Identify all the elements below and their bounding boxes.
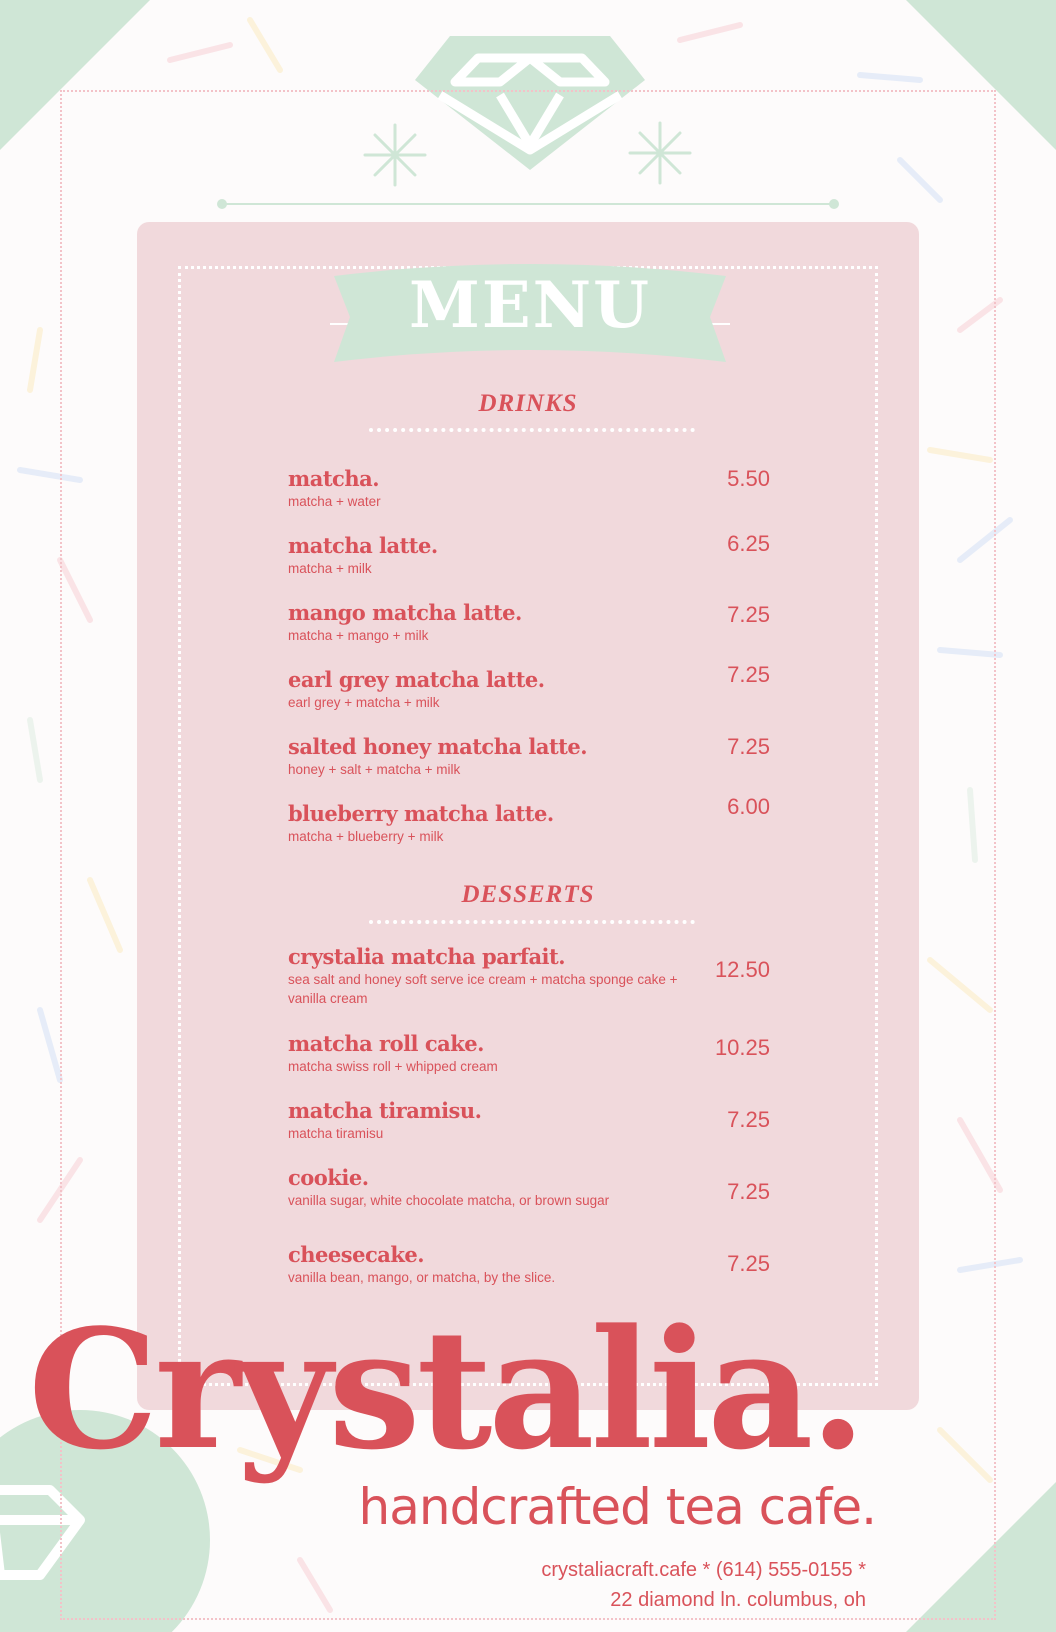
- menu-item: [288, 466, 768, 511]
- item-price: 6.00: [727, 794, 770, 819]
- item-description: matcha + mango + milk: [288, 628, 429, 643]
- item-name: cheesecake.: [288, 1242, 425, 1267]
- item-description: matcha swiss roll + whipped cream: [288, 1059, 498, 1074]
- item-name: blueberry matcha latte.: [288, 801, 554, 826]
- item-name: cookie.: [288, 1165, 369, 1190]
- item-name: matcha.: [288, 466, 379, 491]
- drinks-section-title: DRINKS: [478, 390, 578, 417]
- contact-address: 22 diamond ln. columbus, oh: [610, 1589, 866, 1611]
- contact-line: crystaliacraft.cafe * (614) 555-0155 *: [541, 1559, 866, 1581]
- menu-item: [288, 734, 768, 779]
- menu-item: [288, 801, 768, 846]
- item-description: earl grey + matcha + milk: [288, 695, 440, 710]
- menu-item: [288, 667, 768, 712]
- item-price: 10.25: [714, 1035, 770, 1060]
- item-price: 7.25: [727, 1179, 770, 1204]
- brand-name: Crystalia.: [28, 1293, 863, 1486]
- item-description: matcha tiramisu: [288, 1126, 384, 1141]
- item-description: vanilla bean, mango, or matcha, by the slice.: [288, 1270, 556, 1285]
- item-name: crystalia matcha parfait.: [288, 944, 566, 969]
- menu-item: [288, 1242, 768, 1287]
- item-description: matcha + milk: [288, 561, 372, 576]
- menu-item: [288, 1165, 768, 1210]
- item-description: vanilla sugar, white chocolate matcha, or brown sugar: [288, 1193, 610, 1208]
- desserts-section-rule: [369, 920, 695, 924]
- item-price: 7.25: [727, 1251, 770, 1276]
- item-price: 12.50: [714, 957, 770, 982]
- contact-info: [541, 1555, 866, 1615]
- item-price: 6.25: [727, 531, 770, 556]
- item-description: honey + salt + matcha + milk: [288, 762, 461, 777]
- item-description: sea salt and honey soft serve ice cream + matcha sponge cake + vanilla cream: [288, 972, 678, 1006]
- tagline: handcrafted tea cafe.: [358, 1478, 876, 1536]
- menu-item: [288, 1098, 768, 1143]
- menu-item: [288, 1031, 768, 1076]
- item-name: matcha latte.: [288, 533, 438, 558]
- item-price: 7.25: [727, 1107, 770, 1132]
- menu-item: [288, 944, 768, 1008]
- item-price: 5.50: [727, 466, 770, 491]
- menu-item: [288, 533, 768, 578]
- desserts-section-title: DESSERTS: [461, 881, 595, 908]
- item-name: matcha roll cake.: [288, 1031, 484, 1056]
- item-name: mango matcha latte.: [288, 600, 522, 625]
- item-price: 7.25: [727, 734, 770, 759]
- item-price: 7.25: [727, 662, 770, 687]
- menu-item: [288, 600, 768, 645]
- item-name: earl grey matcha latte.: [288, 667, 545, 692]
- item-name: salted honey matcha latte.: [288, 734, 588, 759]
- drinks-section-rule: [369, 428, 695, 432]
- item-description: matcha + blueberry + milk: [288, 829, 444, 844]
- item-price: 7.25: [727, 602, 770, 627]
- menu-title: MENU: [409, 268, 651, 343]
- item-description: matcha + water: [288, 494, 381, 509]
- item-name: matcha tiramisu.: [288, 1098, 482, 1123]
